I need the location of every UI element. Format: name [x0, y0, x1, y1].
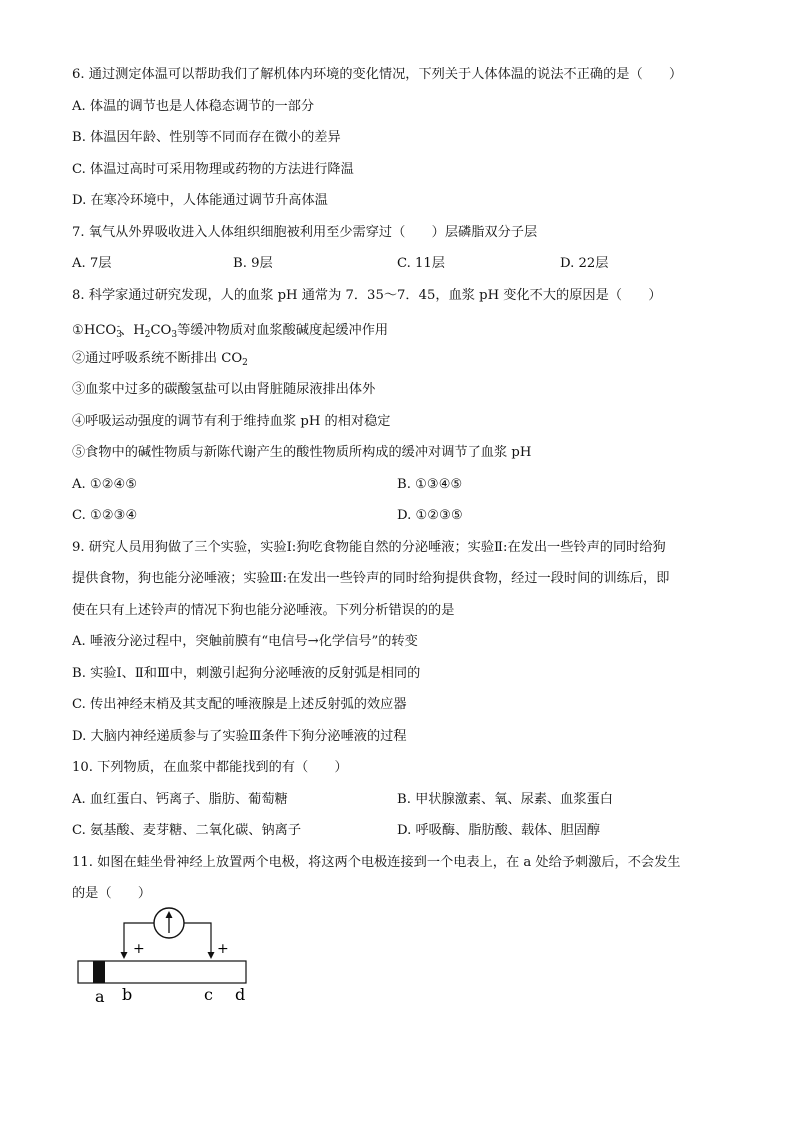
q8-item1-h: 、H: [120, 323, 145, 338]
label-c: c: [204, 985, 213, 1004]
q9-option-b: B. 实验Ⅰ、Ⅱ和Ⅲ中，刺激引起狗分泌唾液的反射弧是相同的: [72, 666, 421, 681]
q9-stem-line3: 使在只有上述铃声的情况下狗也能分泌唾液。下列分析错误的的是: [72, 603, 455, 618]
hco3-subscript: 3: [116, 330, 122, 340]
q9-option-d: D. 大脑内神经递质参与了实验Ⅲ条件下狗分泌唾液的过程: [72, 729, 407, 744]
q8-item1-rest: 等缓冲物质对血浆酸碱度起缓冲作用: [177, 323, 389, 338]
q10-option-d: D. 呼吸酶、脂肪酸、载体、胆固醇: [397, 823, 601, 838]
galvanometer-arrowhead: [166, 911, 173, 918]
right-electrode-arrow: [208, 952, 215, 959]
q8-item-1: [72, 318, 388, 344]
q11-stem-line2: 的是（ ）: [72, 886, 152, 901]
q6-stem: 6. 通过测定体温可以帮助我们了解机体内环境的变化情况，下列关于人体体温的说法不正确的是（ ）: [72, 67, 683, 82]
q6-option-a: A. 体温的调节也是人体稳态调节的一部分: [72, 99, 315, 114]
q6-option-c: C. 体温过高时可采用物理或药物的方法进行降温: [72, 162, 354, 177]
q10-option-a: A. 血红蛋白、钙离子、脂肪、葡萄糖: [72, 792, 288, 807]
q8-item1-co: CO: [150, 323, 172, 338]
q6-option-d: D. 在寒冷环境中，人体能通过调节升高体温: [72, 193, 328, 208]
q8-item-4: ④呼吸运动强度的调节有利于维持血浆 pH 的相对稳定: [72, 414, 391, 429]
stimulus-point-a: [93, 961, 105, 983]
h2co3-sub2: 2: [144, 330, 151, 340]
q8-item1-text: ①HCO: [72, 323, 117, 338]
q10-stem: 10. 下列物质，在血浆中都能找到的有（ ）: [72, 760, 348, 775]
q9-stem-line2: 提供食物，狗也能分泌唾液；实验Ⅲ:在发出一些铃声的同时给狗提供食物，经过一段时间的训练后，即: [72, 571, 670, 586]
q7-option-c: C. 11层: [397, 256, 445, 271]
q7-option-d: D. 22层: [560, 256, 609, 271]
left-plus-sign: +: [133, 941, 145, 957]
q8-option-d: D. ①②③⑤: [397, 508, 463, 523]
q7-option-b: B. 9层: [233, 256, 273, 271]
q8-option-a: A. ①②④⑤: [72, 477, 138, 492]
q10-option-c: C. 氨基酸、麦芽糖、二氧化碳、钠离子: [72, 823, 302, 838]
q8-item2-text: ②通过呼吸系统不断排出 CO: [72, 351, 243, 366]
label-d: d: [235, 985, 246, 1004]
hco3-charge: -: [116, 322, 121, 332]
co2-subscript: 2: [242, 358, 248, 368]
q8-item-3: ③血浆中过多的碳酸氢盐可以由肾脏随尿液排出体外: [72, 382, 376, 397]
q8-option-c: C. ①②③④: [72, 508, 138, 523]
label-a: a: [95, 987, 105, 1006]
right-electrode-wire: [184, 923, 211, 955]
left-electrode-arrow: [121, 952, 128, 959]
q11-stem-line1: 11. 如图在蛙坐骨神经上放置两个电极，将这两个电极连接到一个电表上，在 a 处给予刺激后，不会发生: [72, 855, 681, 870]
q8-item-2: [72, 350, 248, 372]
q9-stem-line1: 9. 研究人员用狗做了三个实验，实验Ⅰ:狗吃食物能自然的分泌唾液；实验Ⅱ:在发出一些铃声的同时给狗: [72, 540, 666, 555]
q7-stem: 7. 氧气从外界吸收进入人体组织细胞被利用至少需穿过（ ）层磷脂双分子层: [72, 225, 538, 240]
q8-stem: 8. 科学家通过研究发现，人的血浆 pH 通常为 7．35～7．45，血浆 pH 变化不大的原因是（ ）: [72, 288, 662, 303]
h2co3-sub3: 3: [171, 330, 178, 340]
q7-option-a: A. 7层: [72, 256, 112, 271]
q10-option-b: B. 甲状腺激素、氧、尿素、血浆蛋白: [397, 792, 613, 807]
q6-option-b: B. 体温因年龄、性别等不同而存在微小的差异: [72, 130, 341, 145]
q9-option-a: A. 唾液分泌过程中，突触前膜有“电信号→化学信号”的转变: [72, 634, 418, 649]
nerve-galvanometer-diagram: [72, 906, 262, 1006]
label-b: b: [122, 985, 133, 1004]
q8-option-b: B. ①③④⑤: [397, 477, 463, 492]
q9-option-c: C. 传出神经末梢及其支配的唾液腺是上述反射弧的效应器: [72, 697, 407, 712]
right-plus-sign: +: [217, 941, 229, 957]
q8-item-5: ⑤食物中的碱性物质与新陈代谢产生的酸性物质所构成的缓冲对调节了血浆 pH: [72, 445, 532, 460]
